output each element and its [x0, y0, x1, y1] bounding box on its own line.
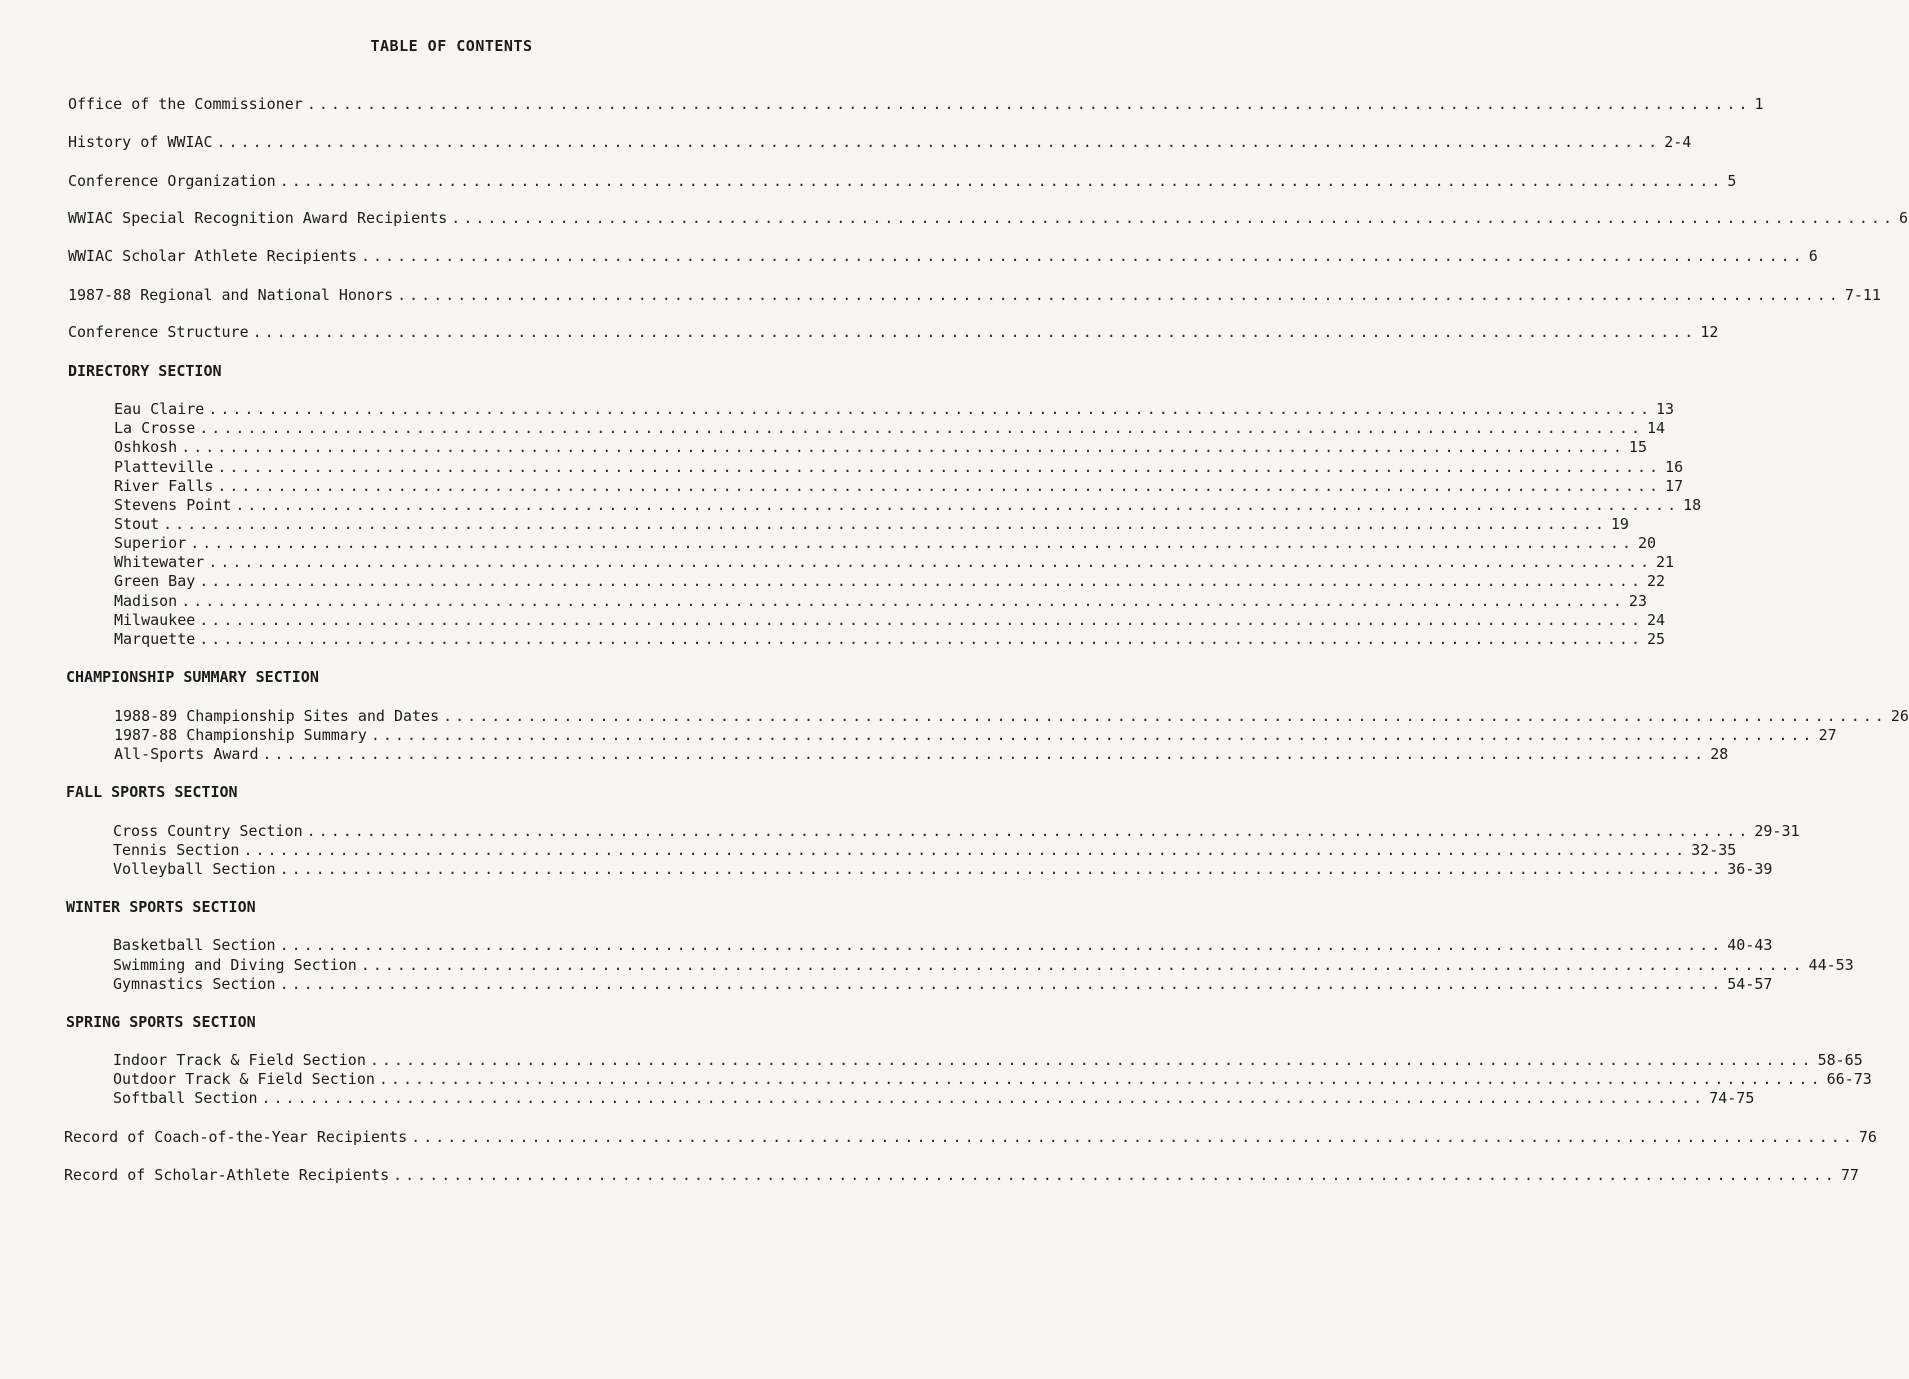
- dot-leader: ........................................................................................................................: [243, 841, 1688, 859]
- fall-heading: FALL SPORTS SECTION: [66, 783, 238, 801]
- toc-entry: [114, 476, 1684, 496]
- entry-page: 26: [1890, 707, 1909, 725]
- entry-label: Conference Organization: [68, 172, 276, 190]
- toc-entry: [68, 208, 1909, 228]
- entry-label: Outdoor Track & Field Section: [113, 1070, 375, 1088]
- entry-page: 24: [1646, 611, 1666, 629]
- entry-page: 23: [1628, 592, 1647, 610]
- entry-label: Office of the Commissioner: [68, 95, 303, 113]
- entry-label: Milwaukee: [114, 611, 196, 629]
- toc-entry: [114, 457, 1684, 477]
- entry-page: 2-4: [1664, 133, 1692, 151]
- entry-page: 18: [1683, 496, 1702, 514]
- dot-leader: ........................................................................................................................: [208, 400, 1653, 418]
- entry-page: 14: [1646, 419, 1666, 437]
- entry-label: Conference Structure: [68, 323, 249, 341]
- entry-label: Platteville: [114, 458, 214, 476]
- dot-leader: ........................................................................................................................: [199, 419, 1643, 437]
- entry-label: 1987-88 Championship Summary: [114, 726, 367, 744]
- entry-label: Indoor Track & Field Section: [113, 1051, 366, 1069]
- entry-page: 16: [1665, 458, 1684, 476]
- dot-leader: ........................................................................................................................: [279, 172, 1724, 190]
- toc-entry: [113, 821, 1800, 841]
- dot-leader: ........................................................................................................................: [262, 745, 1707, 763]
- dot-leader: ........................................................................................................................: [279, 860, 1724, 878]
- entry-page: 76: [1858, 1128, 1877, 1146]
- entry-label: 1988-89 Championship Sites and Dates: [114, 707, 440, 725]
- entry-page: 25: [1646, 630, 1666, 648]
- dot-leader: ........................................................................................................................: [181, 438, 1625, 456]
- entry-page: 6: [1808, 247, 1818, 265]
- entry-label: WWIAC Special Recognition Award Recipients: [68, 209, 448, 227]
- entry-page: 44-53: [1808, 956, 1854, 974]
- entry-label: All-Sports Award: [114, 745, 259, 763]
- entry-label: Tennis Section: [113, 841, 240, 859]
- toc-entry: [114, 495, 1702, 515]
- toc-entry: [114, 418, 1666, 438]
- entry-page: 58-65: [1817, 1051, 1863, 1069]
- entry-page: 7-11: [1844, 286, 1881, 304]
- page-title: TABLE OF CONTENTS: [370, 37, 533, 55]
- dot-leader: ........................................................................................................................: [393, 1166, 1837, 1184]
- winter-heading: WINTER SPORTS SECTION: [66, 898, 256, 916]
- dot-leader: ........................................................................................................................: [306, 822, 1751, 840]
- entry-label: La Crosse: [114, 419, 196, 437]
- dot-leader: ........................................................................................................................: [216, 133, 1661, 151]
- toc-entry: [114, 437, 1647, 457]
- dot-leader: ........................................................................................................................: [199, 611, 1643, 629]
- dot-leader: ........................................................................................................................: [360, 956, 1805, 974]
- entry-label: Stevens Point: [114, 496, 232, 514]
- entry-page: 27: [1818, 726, 1837, 744]
- entry-label: History of WWIAC: [68, 133, 213, 151]
- toc-entry: [114, 629, 1666, 649]
- toc-entry: [113, 935, 1773, 955]
- dot-leader: ........................................................................................................................: [235, 496, 1680, 514]
- entry-page: 32-35: [1691, 841, 1737, 859]
- entry-page: 20: [1637, 534, 1657, 552]
- directory-heading: DIRECTORY SECTION: [68, 362, 222, 380]
- toc-entry: [113, 1050, 1863, 1070]
- toc-entry: [114, 399, 1675, 419]
- toc-entry: [114, 706, 1909, 726]
- dot-leader: ........................................................................................................................: [378, 1070, 1823, 1088]
- entry-label: Madison: [114, 592, 178, 610]
- entry-label: Stout: [114, 515, 160, 533]
- dot-leader: ........................................................................................................................: [199, 572, 1643, 590]
- toc-entry: [113, 955, 1854, 975]
- entry-label: River Falls: [114, 477, 214, 495]
- entry-page: 74-75: [1709, 1089, 1755, 1107]
- spring-heading: SPRING SPORTS SECTION: [66, 1013, 256, 1031]
- dot-leader: ........................................................................................................................: [217, 458, 1662, 476]
- entry-label: Superior: [114, 534, 187, 552]
- entry-label: Swimming and Diving Section: [113, 956, 357, 974]
- dot-leader: ........................................................................................................................: [279, 975, 1724, 993]
- entry-page: 40-43: [1727, 936, 1773, 954]
- entry-page: 17: [1665, 477, 1684, 495]
- toc-entry: [114, 591, 1647, 611]
- entry-label: Basketball Section: [113, 936, 276, 954]
- toc-entry: [114, 552, 1675, 572]
- dot-leader: ........................................................................................................................: [411, 1128, 1855, 1146]
- entry-page: 19: [1610, 515, 1629, 533]
- dot-leader: ........................................................................................................................: [279, 936, 1724, 954]
- dot-leader: ........................................................................................................................: [217, 477, 1662, 495]
- toc-entry: [68, 322, 1719, 342]
- entry-page: 28: [1710, 745, 1729, 763]
- dot-leader: ........................................................................................................................: [369, 1051, 1814, 1069]
- toc-entry: [113, 1069, 1872, 1089]
- entry-label: Cross Country Section: [113, 822, 303, 840]
- entry-page: 21: [1656, 553, 1675, 571]
- dot-leader: ........................................................................................................................: [397, 286, 1841, 304]
- toc-entry: [114, 533, 1657, 553]
- entry-page: 15: [1628, 438, 1647, 456]
- entry-page: 36-39: [1727, 860, 1773, 878]
- dot-leader: ........................................................................................................................: [190, 534, 1634, 552]
- toc-entry: [113, 859, 1773, 879]
- entry-label: Record of Scholar-Athlete Recipients: [64, 1166, 390, 1184]
- entry-label: Green Bay: [114, 572, 196, 590]
- entry-page: 29-31: [1754, 822, 1800, 840]
- entry-label: WWIAC Scholar Athlete Recipients: [68, 247, 357, 265]
- entry-page: 5: [1727, 172, 1737, 190]
- entry-page: 6: [1899, 209, 1909, 227]
- dot-leader: ........................................................................................................................: [181, 592, 1625, 610]
- toc-entry: [68, 94, 1764, 114]
- dot-leader: ........................................................................................................................: [306, 95, 1751, 113]
- toc-entry: [68, 171, 1737, 191]
- dot-leader: ........................................................................................................................: [208, 553, 1653, 571]
- toc-entry: [113, 1088, 1755, 1108]
- championship-heading: CHAMPIONSHIP SUMMARY SECTION: [66, 668, 319, 686]
- toc-entry: [113, 974, 1773, 994]
- entry-page: 1: [1754, 95, 1764, 113]
- entry-label: Eau Claire: [114, 400, 205, 418]
- entry-label: Oshkosh: [114, 438, 178, 456]
- entry-label: Volleyball Section: [113, 860, 276, 878]
- entry-page: 66-73: [1826, 1070, 1872, 1088]
- entry-page: 54-57: [1727, 975, 1773, 993]
- toc-entry: [64, 1127, 1877, 1147]
- dot-leader: ........................................................................................................................: [370, 726, 1815, 744]
- toc-entry: [64, 1165, 1859, 1185]
- dot-leader: ........................................................................................................................: [451, 209, 1895, 227]
- toc-entry: [113, 840, 1737, 860]
- entry-label: Marquette: [114, 630, 196, 648]
- dot-leader: ........................................................................................................................: [199, 630, 1643, 648]
- toc-entry: [68, 246, 1818, 266]
- entry-label: Record of Coach-of-the-Year Recipients: [64, 1128, 408, 1146]
- dot-leader: ........................................................................................................................: [163, 515, 1607, 533]
- dot-leader: ........................................................................................................................: [360, 247, 1805, 265]
- entry-label: Whitewater: [114, 553, 205, 571]
- toc-entry: [68, 132, 1692, 152]
- toc-entry: [114, 610, 1666, 630]
- toc-entry: [68, 285, 1881, 305]
- entry-label: Gymnastics Section: [113, 975, 276, 993]
- toc-entry: [114, 514, 1629, 534]
- entry-page: 13: [1656, 400, 1675, 418]
- toc-entry: [114, 744, 1729, 764]
- toc-entry: [114, 725, 1837, 745]
- toc-entry: [114, 571, 1666, 591]
- entry-label: Softball Section: [113, 1089, 258, 1107]
- entry-page: 77: [1840, 1166, 1859, 1184]
- dot-leader: ........................................................................................................................: [261, 1089, 1706, 1107]
- entry-page: 12: [1700, 323, 1719, 341]
- dot-leader: ........................................................................................................................: [443, 707, 1887, 725]
- dot-leader: ........................................................................................................................: [252, 323, 1697, 341]
- entry-label: 1987-88 Regional and National Honors: [68, 286, 394, 304]
- entry-page: 22: [1646, 572, 1666, 590]
